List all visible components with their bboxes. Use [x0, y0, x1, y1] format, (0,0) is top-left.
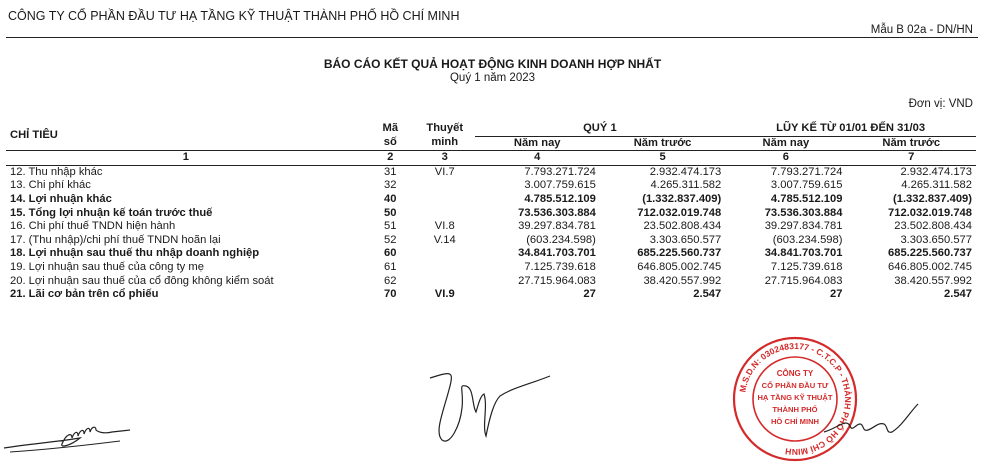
column-header-note-line1: Thuyết — [426, 122, 464, 135]
row-quarter-this-year: (603.234.598) — [526, 233, 596, 246]
row-note — [415, 275, 475, 289]
stamp-line: HẠ TẦNG KỸ THUẬT — [757, 393, 833, 402]
stamp-line: CỔ PHẦN ĐẦU TƯ — [761, 381, 829, 390]
row-quarter-last-year: 23.502.808.434 — [643, 220, 722, 233]
row-quarter-this-year: 3.007.759.615 — [524, 179, 596, 192]
row-code: 62 — [384, 274, 397, 287]
row-quarter-last-year: 4.265.311.582 — [650, 179, 722, 192]
column-header-note-line2: minh — [415, 136, 475, 151]
row-quarter-last-year: (1.332.837.409) — [642, 192, 722, 205]
row-code: 52 — [384, 233, 397, 246]
row-indicator: 16. Chi phí thuế TNDN hiện hành — [10, 220, 176, 233]
row-quarter-this-year: 7.793.271.724 — [524, 165, 596, 178]
row-quarter-last-year: 2.547 — [693, 288, 722, 301]
table-row — [6, 207, 976, 221]
table-row — [6, 193, 976, 207]
column-number: 4 — [534, 151, 541, 164]
column-header-quarter-last-year: Năm trước — [600, 136, 725, 151]
chief-accountant-signature — [420, 366, 560, 462]
row-code: 31 — [384, 165, 397, 178]
row-ytd-this-year: (603.234.598) — [772, 233, 843, 246]
row-quarter-last-year: 38.420.557.992 — [643, 274, 722, 287]
company-name: CÔNG TY CỔ PHẦN ĐẦU TƯ HẠ TẦNG KỸ THUẬT THÀNH PHỐ HỒ CHÍ MINH — [8, 9, 460, 23]
table-row — [6, 179, 976, 193]
row-indicator: 19. Lợi nhuận sau thuế của công ty mẹ — [10, 260, 204, 273]
row-quarter-last-year: 3.303.650.577 — [649, 233, 722, 246]
row-note: VI.8 — [434, 220, 455, 233]
row-ytd-last-year: 2.547 — [944, 288, 972, 301]
table-row — [6, 220, 976, 234]
row-note — [415, 193, 475, 207]
row-note — [415, 247, 475, 261]
row-quarter-this-year: 34.841.703.701 — [518, 247, 596, 260]
row-code: 70 — [384, 288, 397, 301]
column-header-code-line1: Mã — [382, 122, 399, 135]
stamp-line: THÀNH PHỐ — [772, 405, 818, 414]
row-code: 50 — [384, 206, 397, 219]
row-indicator: 14. Lợi nhuận khác — [10, 192, 112, 205]
row-note — [415, 207, 475, 221]
column-number-row — [6, 151, 976, 166]
row-ytd-last-year: 712.032.019.748 — [888, 206, 972, 219]
director-signature — [820, 398, 930, 458]
row-code: 40 — [384, 192, 397, 205]
row-ytd-last-year: 646.805.002.745 — [888, 260, 972, 273]
row-quarter-this-year: 7.125.739.618 — [524, 260, 596, 273]
row-indicator: 21. Lãi cơ bản trên cổ phiếu — [10, 288, 159, 301]
row-indicator: 17. (Thu nhập)/chi phí thuế TNDN hoãn lại — [10, 233, 221, 246]
table-row — [6, 234, 976, 248]
column-number: 7 — [908, 151, 915, 164]
row-indicator: 12. Thu nhập khác — [10, 165, 103, 178]
row-quarter-last-year: 646.805.002.745 — [637, 260, 722, 273]
row-indicator: 18. Lợi nhuận sau thuế thu nhập doanh nghiệp — [10, 247, 260, 260]
column-header-ytd-last-year: Năm trước — [846, 136, 976, 151]
row-indicator: 15. Tổng lợi nhuận kế toán trước thuế — [10, 206, 213, 219]
row-note: VI.7 — [434, 165, 455, 178]
row-note: VI.9 — [434, 288, 455, 301]
table-row — [6, 275, 976, 289]
row-ytd-this-year: 3.007.759.615 — [770, 179, 843, 192]
row-code: 60 — [384, 247, 397, 260]
column-number: 5 — [659, 151, 666, 164]
row-ytd-this-year: 27.715.964.083 — [764, 274, 843, 287]
group-header-quarter: QUÝ 1 — [475, 122, 726, 136]
row-ytd-last-year: (1.332.837.409) — [893, 192, 972, 205]
header-divider — [6, 37, 978, 38]
column-header-indicator: CHỈ TIÊU — [10, 129, 58, 142]
table-row — [6, 165, 976, 179]
stamp-line: CÔNG TY — [776, 369, 814, 378]
row-ytd-last-year: 38.420.557.992 — [894, 274, 972, 287]
row-ytd-this-year: 7.793.271.724 — [770, 165, 843, 178]
table-row — [6, 261, 976, 275]
column-number: 3 — [441, 151, 448, 164]
row-note — [415, 179, 475, 193]
row-indicator: 20. Lợi nhuận sau thuế của cổ đông không kiểm soát — [10, 274, 274, 287]
row-ytd-this-year: 27 — [830, 288, 843, 301]
row-quarter-last-year: 2.932.474.173 — [649, 165, 722, 178]
currency-unit: Đơn vị: VND — [908, 98, 973, 110]
stamp-line: HỒ CHÍ MINH — [770, 417, 820, 426]
row-quarter-this-year: 39.297.834.781 — [518, 220, 596, 233]
row-ytd-this-year: 34.841.703.701 — [764, 247, 843, 260]
row-ytd-this-year: 73.536.303.884 — [764, 206, 843, 219]
row-ytd-this-year: 4.785.512.109 — [770, 192, 843, 205]
report-period: Quý 1 năm 2023 — [449, 72, 536, 84]
row-ytd-last-year: 2.932.474.173 — [900, 165, 972, 178]
row-ytd-last-year: 685.225.560.737 — [888, 247, 972, 260]
row-code: 61 — [384, 260, 397, 273]
column-number: 1 — [182, 151, 189, 164]
row-ytd-last-year: 23.502.808.434 — [894, 220, 972, 233]
row-ytd-last-year: 4.265.311.582 — [901, 179, 972, 192]
column-number: 6 — [782, 151, 789, 164]
row-ytd-this-year: 39.297.834.781 — [764, 220, 843, 233]
column-header-quarter-this-year: Năm nay — [475, 136, 600, 151]
row-note — [415, 261, 475, 275]
row-ytd-this-year: 7.125.739.618 — [770, 260, 843, 273]
row-code: 32 — [384, 179, 397, 192]
row-quarter-this-year: 4.785.512.109 — [524, 192, 596, 205]
row-quarter-this-year: 27.715.964.083 — [518, 274, 596, 287]
row-code: 51 — [384, 220, 397, 233]
row-note: V.14 — [433, 233, 456, 246]
preparer-signature — [0, 408, 150, 462]
stamp-ring-text: M.S.D.N: 0302483177 - C.T.C.P - THÀNH PHỐ HỒ CHÍ MINH — [737, 340, 854, 458]
table-row — [6, 288, 976, 302]
row-indicator: 13. Chi phí khác — [10, 179, 91, 192]
column-header-code-line2: số — [366, 136, 415, 151]
row-quarter-last-year: 712.032.019.748 — [637, 206, 722, 219]
row-quarter-last-year: 685.225.560.737 — [637, 247, 722, 260]
group-header-ytd: LŨY KẾ TỪ 01/01 ĐẾN 31/03 — [725, 122, 976, 136]
table-row — [6, 247, 976, 261]
column-number: 2 — [387, 151, 394, 164]
row-ytd-last-year: 3.303.650.577 — [900, 233, 972, 246]
form-code: Mẫu B 02a - DN/HN — [870, 24, 973, 36]
column-header-ytd-this-year: Năm nay — [725, 136, 846, 151]
report-title: BÁO CÁO KẾT QUẢ HOẠT ĐỘNG KINH DOANH HỢP NHẤT — [323, 57, 662, 71]
income-statement-table — [6, 122, 976, 302]
row-quarter-this-year: 27 — [583, 288, 596, 301]
row-quarter-this-year: 73.536.303.884 — [518, 206, 596, 219]
